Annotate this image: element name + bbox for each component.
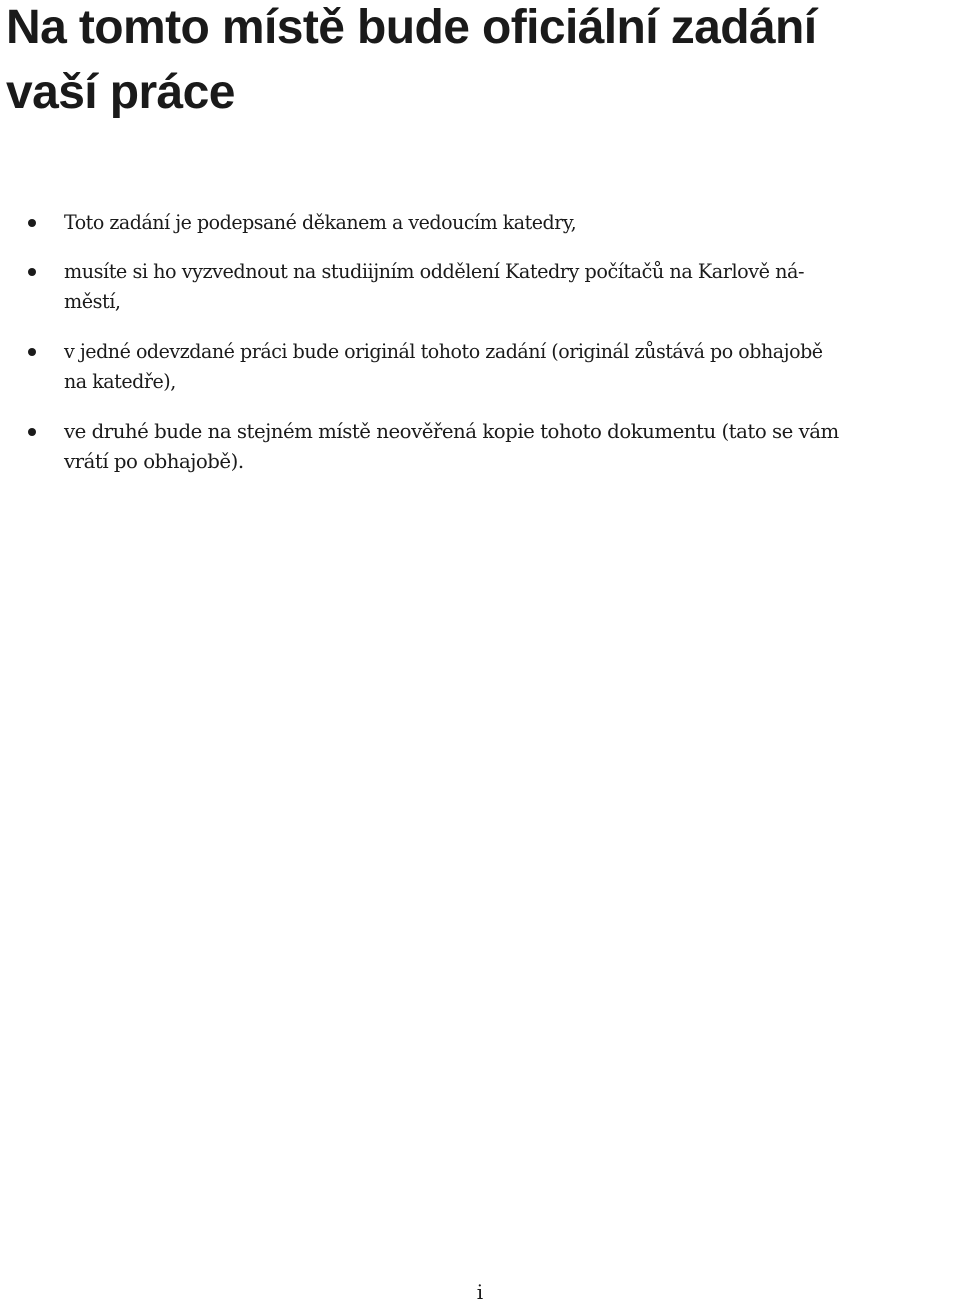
page-title [6,0,946,125]
list-item-line: musíte si ho vyzvednout na studiijním oddělení Katedry počítačů na Karlově ná- [64,259,805,283]
page-number: i [476,1280,484,1304]
list-item [64,416,952,476]
title-line-2: vaší práce [6,66,235,119]
list-item-line: na katedře), [64,369,176,393]
list-item-line: městí, [64,289,121,313]
bullet-dot-icon [28,219,36,227]
list-item [64,256,929,316]
list-item-line: ve druhé bude na stejném místě neověřená kopie tohoto dokumentu (tato se vám [64,419,839,443]
bullet-dot-icon [28,428,36,436]
list-item [64,207,919,237]
bullet-dot-icon [28,348,36,356]
list-item-line: Toto zadání je podepsané děkanem a vedoucím katedry, [64,210,577,234]
title-line-1: Na tomto místě bude oficiální zadání [6,1,817,54]
list-item-line: v jedné odevzdané práci bude originál tohoto zadání (originál zůstává po obhajobě [64,339,823,363]
bullet-dot-icon [28,268,36,276]
list-item [64,336,921,396]
list-item-line: vrátí po obhajobě). [64,449,244,473]
